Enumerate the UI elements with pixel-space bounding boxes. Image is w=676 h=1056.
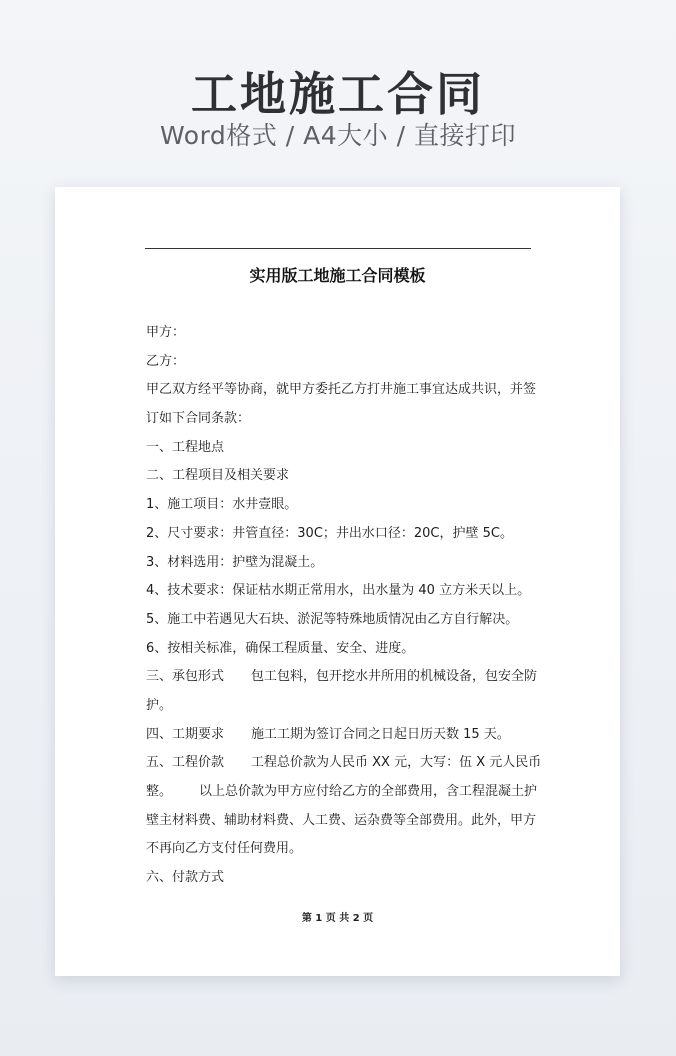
item-1: 1、施工项目：水井壹眼。 [146,497,298,513]
document-title: 实用版工地施工合同模板 [249,266,426,285]
header-rule [145,248,531,249]
item-6: 6、按相关标准，确保工程质量、安全、进度。 [146,640,415,656]
party-b-line: 乙方： [146,353,186,369]
section-5-continuation-3: 不再向乙方支付任何费用。 [146,841,303,857]
section-1-heading: 一、工程地点 [146,439,225,455]
section-4-label: 四、工期要求 [146,726,225,742]
section-5-cont-b: 以上总价款为甲方应付给乙方的全部费用，含工程混凝土护 [199,784,538,799]
item-4: 4、技术要求：保证枯水期正常用水，出水量为 40 立方米天以上。 [146,583,531,599]
page-number: 第 1 页 共 2 页 [301,913,374,924]
item-5: 5、施工中若遇见大石块、淤泥等特殊地质情况由乙方自行解决。 [146,611,519,627]
section-3-label: 三、承包形式 [146,669,225,685]
item-2: 2、尺寸要求：井管直径：30C；井出水口径：20C，护壁 5C。 [146,525,513,541]
section-5-cont-a: 整。 [146,784,173,799]
section-5-label: 五、工程价款 [146,755,225,771]
section-5-text: 工程总价款为人民币 XX 元，大写：伍 X 元人民币 [251,755,542,771]
item-3: 3、材料选用：护壁为混凝土。 [146,554,324,570]
section-6-heading: 六、付款方式 [146,870,225,886]
section-4-line [146,721,536,750]
document-page [55,187,620,976]
party-a-line: 甲方： [146,325,186,340]
section-5-line [146,749,542,778]
section-5-continuation-1 [146,778,536,807]
document-body [146,319,542,893]
section-2-heading: 二、工程项目及相关要求 [146,468,290,484]
section-5-continuation-2: 壁主材料费、辅助材料费、人工费、运杂费等全部费用。此外，甲方 [146,812,537,828]
section-3-continuation: 护。 [146,697,173,713]
section-4-text: 施工工期为签订合同之日起日历天数 15 天。 [251,726,510,742]
section-3-text: 包工包料，包开挖水井所用的机械设备，包安全防 [251,669,538,685]
banner-title: 工地施工合同 [191,67,485,121]
intro-line-2: 订如下合同条款： [146,411,251,427]
banner-subtitle: Word格式 / A4大小 / 直接打印 [160,121,516,150]
section-3-line [146,663,536,692]
intro-line-1: 甲乙双方经平等协商，就甲方委托乙方打井施工事宜达成共识，并签 [146,382,537,398]
